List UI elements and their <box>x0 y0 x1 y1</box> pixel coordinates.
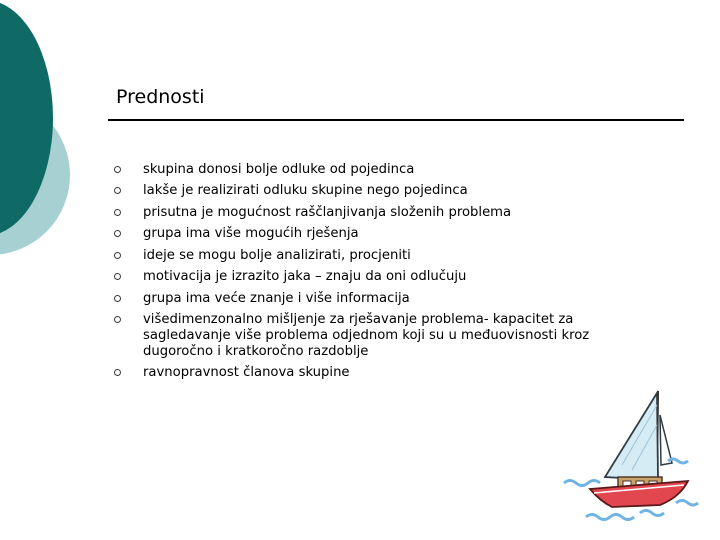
list-item-text: grupa ima više mogućih rješenja <box>143 226 359 242</box>
hollow-circle-bullet-icon <box>114 166 121 173</box>
hollow-circle-bullet-icon <box>114 369 121 376</box>
hollow-circle-bullet-icon <box>114 230 121 237</box>
title-divider <box>108 119 684 121</box>
hollow-circle-bullet-icon <box>114 273 121 280</box>
list-item <box>114 312 634 359</box>
hollow-circle-bullet-icon <box>114 295 121 302</box>
list-item-text: skupina donosi bolje odluke od pojedinca <box>143 162 415 177</box>
list-item <box>114 365 634 381</box>
list-item-text: lakše je realizirati odluku skupine nego pojedinca <box>143 183 468 199</box>
sailboat-clipart-icon <box>560 385 700 530</box>
list-item-text: ravnopravnost članova skupine <box>143 365 350 381</box>
list-item <box>114 226 634 242</box>
hollow-circle-bullet-icon <box>114 209 121 216</box>
list-item-text: grupa ima veće znanje i više informacija <box>143 290 410 306</box>
list-item <box>114 269 634 285</box>
hollow-circle-bullet-icon <box>114 252 121 259</box>
slide-title: Prednosti <box>116 86 205 108</box>
list-item-text: ideje se mogu bolje analizirati, procjeniti <box>143 247 411 263</box>
list-item-text: motivacija je izrazito jaka – znaju da oni odlučuju <box>143 269 467 285</box>
bullet-list <box>114 162 634 387</box>
list-item <box>114 162 634 178</box>
list-item <box>114 183 634 199</box>
list-item-text: višedimenzonalno mišljenje za rješavanje problema- kapacitet za sagledavanje više problema odjednom koji su u međuovisnosti kroz dugoročno i kratkoročno razdoblje <box>143 312 590 359</box>
hollow-circle-bullet-icon <box>114 316 121 323</box>
list-item <box>114 248 634 264</box>
list-item-text: prisutna je mogućnost raščlanjivanja složenih problema <box>143 204 512 220</box>
list-item <box>114 205 634 221</box>
teal-circles-decoration <box>0 0 90 300</box>
hollow-circle-bullet-icon <box>114 187 121 194</box>
list-item <box>114 291 634 307</box>
